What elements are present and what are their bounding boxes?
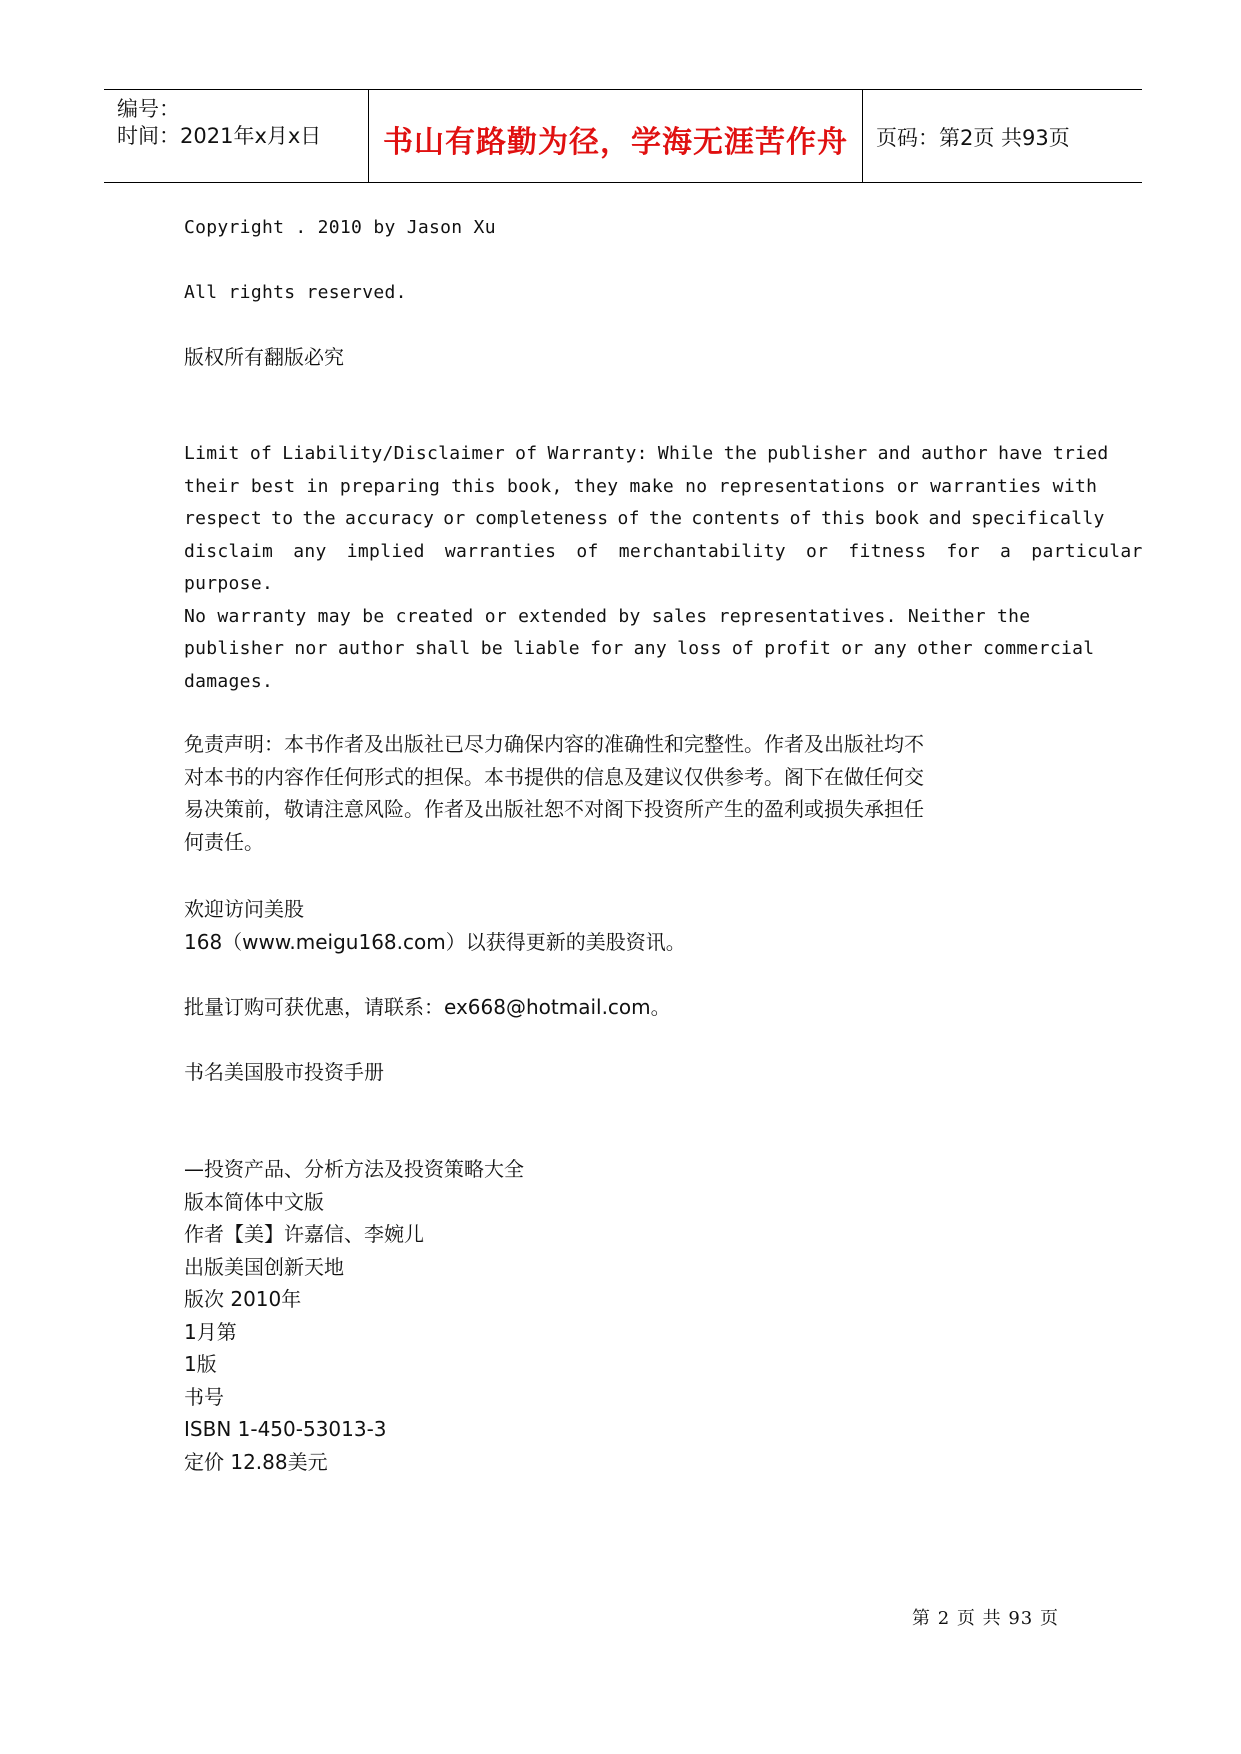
welcome-line: 168（www.meigu168.com）以获得更新的美股资讯。 (184, 929, 686, 954)
disclaimer-en (184, 438, 1143, 698)
welcome-line: 欢迎访问美股 (184, 897, 304, 921)
book-detail-line: 版本简体中文版 (184, 1189, 324, 1214)
motto-text: 书山有路勤为径，学海无涯苦作舟 (383, 125, 848, 160)
book-detail-line: —投资产品、分析方法及投资策略大全 (184, 1157, 524, 1181)
disclaimer-en-line: disclaim any implied warranties of merchantability or fitness for a particular (184, 540, 1143, 562)
disclaimer-cn-line: 何责任。 (184, 829, 264, 854)
disclaimer-en-line: publisher nor author shall be liable for any loss of profit or any other commercial (184, 638, 1095, 659)
disclaimer-en-line: Limit of Liability/Disclaimer of Warranty: While the publisher and author have tried (184, 443, 1109, 464)
header-page-cell (863, 90, 1142, 182)
bulk-order-line: 批量订购可获优惠，请联系：ex668@hotmail.com。 (184, 995, 671, 1019)
book-details (184, 1153, 1064, 1478)
copyright-line: Copyright . 2010 by Jason Xu (184, 217, 496, 238)
document-header (104, 89, 1142, 183)
disclaimer-cn-line: 对本书的内容作任何形式的担保。本书提供的信息及建议仅供参考。阁下在做任何交 (184, 764, 924, 789)
disclaimer-cn-line: 易决策前，敬请注意风险。作者及出版社恕不对阁下投资所产生的盈利或损失承担任 (184, 797, 924, 821)
book-detail-line: 作者【美】许嘉信、李婉儿 (184, 1222, 424, 1246)
serial-number-label: 编号： (117, 97, 180, 121)
disclaimer-en-line: their best in preparing this book, they make no representations or warranties with (184, 475, 1098, 497)
time-label: 时间：2021年x月x日 (117, 124, 322, 148)
disclaimer-cn-line: 免责声明：本书作者及出版社已尽力确保内容的准确性和完整性。作者及出版社均不 (184, 732, 924, 756)
footer-page-label: 第 2 页 共 93 页 (912, 1608, 1059, 1629)
disclaimer-en-line: purpose. (184, 573, 274, 594)
header-motto-cell (369, 90, 863, 182)
header-page-label: 页码：第2页 共93页 (876, 126, 1070, 150)
rights-cn-line: 版权所有翻版必究 (184, 345, 344, 369)
disclaimer-en-line: No warranty may be created or extended by sales representatives. Neither the (184, 605, 1031, 627)
header-info-cell (104, 90, 369, 182)
rights-line: All rights reserved. (184, 282, 407, 303)
welcome-block (184, 893, 1064, 958)
book-detail-line: 版次 2010年 (184, 1287, 302, 1311)
book-name-line: 书名美国股市投资手册 (184, 1060, 384, 1084)
book-detail-line: 出版美国创新天地 (184, 1254, 344, 1279)
disclaimer-en-line: damages. (184, 670, 274, 692)
disclaimer-en-line: respect to the accuracy or completeness of the contents of this book and specifically (184, 508, 1105, 529)
book-detail-line: 书号 (184, 1384, 224, 1409)
book-detail-line: 1月第 (184, 1319, 237, 1344)
book-detail-line: 1版 (184, 1352, 217, 1376)
disclaimer-cn (184, 728, 1064, 858)
book-detail-line: ISBN 1-450-53013-3 (184, 1417, 387, 1441)
book-detail-line: 定价 12.88美元 (184, 1449, 328, 1474)
